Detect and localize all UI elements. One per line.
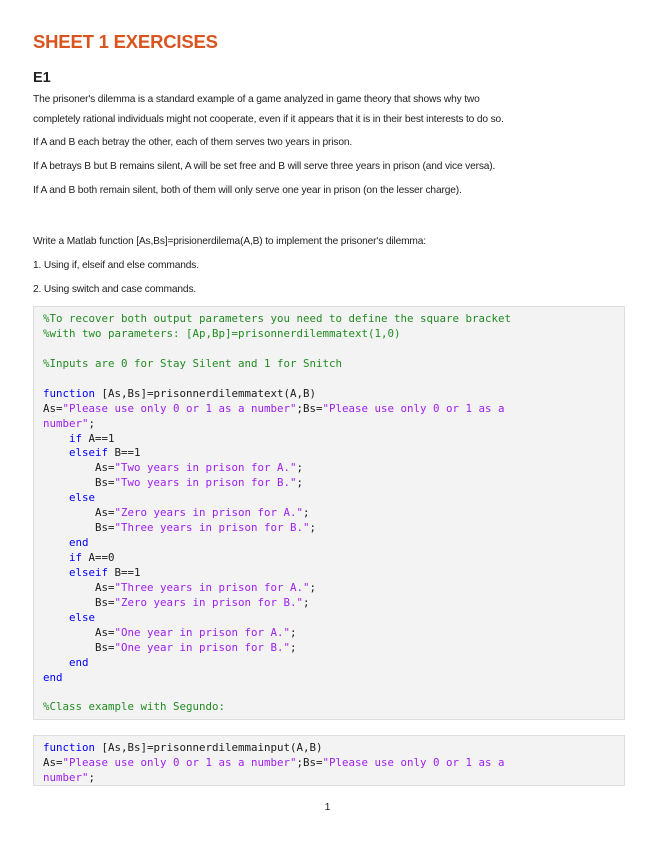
code-line — [43, 461, 624, 476]
code-token: elseif — [69, 565, 109, 579]
code-line — [43, 671, 624, 686]
code-line — [43, 551, 624, 566]
code-line — [43, 387, 624, 402]
code-token: [As,Bs]=prisonnerdilemmatext(A,B) — [95, 386, 317, 400]
code-token — [43, 566, 69, 579]
code-line — [43, 685, 624, 700]
code-line — [43, 357, 624, 372]
code-token — [43, 611, 69, 624]
code-token: As= — [43, 401, 63, 415]
code-token: %To recover both output parameters you need to define the square bracket — [43, 312, 512, 325]
code-token: "Please use only 0 or 1 as a — [322, 755, 505, 769]
code-line — [43, 641, 624, 656]
section-heading: E1 — [33, 70, 51, 86]
code-token: ; — [296, 461, 304, 475]
code-line — [43, 566, 624, 581]
code-token: "Zero years in prison for B." — [114, 595, 304, 609]
code-line — [43, 491, 624, 506]
code-token: if — [69, 551, 83, 564]
code-token: else — [69, 491, 96, 505]
code-token: As= — [43, 755, 63, 769]
code-token: ;Bs= — [296, 401, 323, 415]
code-token: Bs= — [43, 595, 115, 609]
code-token: Bs= — [43, 476, 115, 490]
code-line — [43, 327, 624, 342]
sheet-title: SHEET 1 EXERCISES — [33, 31, 218, 52]
code-line — [43, 741, 624, 756]
paragraph-task: Write a Matlab function [As,Bs]=prisionerdilema(A,B) to implement the prisoner's dilemma: — [33, 236, 426, 247]
code-token: function — [43, 741, 96, 754]
paragraph-both-betray: If A and B each betray the other, each of them serves two years in prison. — [33, 137, 353, 148]
code-token: "Three years in prison for B." — [114, 521, 310, 535]
code-line — [43, 611, 624, 626]
code-line — [43, 521, 624, 536]
code-token: end — [69, 655, 89, 669]
code-token: B==1 — [108, 565, 141, 579]
code-token: end — [69, 536, 89, 550]
paragraph-intro-1: The prisoner's dilemma is a standard example of a game analyzed in game theory that shows why two — [33, 94, 480, 105]
code-token: "Please use only 0 or 1 as a number" — [62, 755, 297, 769]
code-token: "Three years in prison for A." — [114, 580, 310, 594]
code-token: ; — [303, 506, 310, 520]
code-line — [43, 506, 624, 521]
code-token — [43, 551, 69, 564]
code-line — [43, 700, 624, 715]
paragraph-both-silent: If A and B both remain silent, both of them will only serve one year in prison (on the lesser charge). — [33, 185, 462, 196]
code-line — [43, 626, 624, 641]
list-item-switch-case: 2. Using switch and case commands. — [33, 284, 197, 295]
code-token: number" — [43, 770, 89, 784]
code-line — [43, 771, 624, 786]
code-token: A==1 — [82, 431, 115, 445]
code-line — [43, 581, 624, 596]
code-token: ; — [309, 580, 317, 594]
code-token: %Class example with Segundo: — [43, 700, 226, 714]
paragraph-intro-2: completely rational individuals might not cooperate, even if it appears that it is in their best interests to do so. — [33, 114, 504, 125]
code-token: ; — [309, 521, 317, 535]
code-token: ; — [290, 625, 297, 639]
code-token: else — [69, 610, 96, 624]
code-token: ; — [88, 416, 96, 430]
code-line — [43, 402, 624, 417]
code-token: "Two years in prison for A." — [114, 461, 297, 475]
code-line — [43, 476, 624, 491]
code-token: Bs= — [43, 640, 115, 654]
code-block-input — [33, 735, 625, 786]
code-token: As= — [43, 580, 115, 594]
code-line — [43, 372, 624, 387]
code-line — [43, 536, 624, 551]
code-token: [As,Bs]=prisonnerdilemmainput(A,B) — [95, 741, 323, 754]
code-token: elseif — [69, 446, 109, 460]
code-token: function — [43, 386, 96, 400]
code-line — [43, 432, 624, 447]
code-token: ; — [296, 476, 304, 490]
code-token — [43, 536, 69, 549]
code-token — [43, 446, 69, 459]
code-token: As= — [43, 506, 115, 520]
code-token: "Please use only 0 or 1 as a — [322, 401, 505, 415]
code-token: B==1 — [108, 446, 141, 460]
code-token: %Inputs are 0 for Stay Silent and 1 for Snitch — [43, 356, 343, 370]
paragraph-one-betrays: If A betrays B but B remains silent, A will be set free and B will serve three years in prison (and vice versa). — [33, 161, 496, 172]
code-token: ; — [303, 595, 310, 609]
code-line — [43, 446, 624, 461]
code-token: As= — [43, 625, 115, 639]
code-token: As= — [43, 461, 115, 475]
code-token: "One year in prison for A." — [114, 625, 291, 639]
code-token: if — [69, 431, 83, 445]
list-item-if-elseif: 1. Using if, elseif and else commands. — [33, 260, 199, 271]
code-token: end — [43, 670, 63, 684]
code-line — [43, 312, 624, 327]
code-token: "Zero years in prison for A." — [114, 506, 304, 520]
code-token: %with two parameters: [Ap,Bp]=prisonnerdilemmatext(1,0) — [43, 326, 401, 340]
code-token: ; — [88, 770, 96, 784]
code-line — [43, 417, 624, 432]
code-line — [43, 756, 624, 771]
code-token: ; — [290, 640, 297, 654]
code-token: number" — [43, 416, 89, 430]
code-token: "Two years in prison for B." — [114, 476, 297, 490]
code-line — [43, 656, 624, 671]
code-token — [43, 432, 69, 445]
code-token — [43, 491, 69, 504]
code-token: Bs= — [43, 521, 115, 535]
code-line — [43, 342, 624, 357]
code-token: "One year in prison for B." — [114, 640, 291, 654]
code-line — [43, 596, 624, 611]
code-block-if-elseif — [33, 306, 625, 720]
code-token — [43, 656, 69, 669]
page-number: 1 — [324, 801, 331, 813]
code-token: A==0 — [82, 551, 115, 564]
code-token: ;Bs= — [296, 755, 323, 769]
code-token: "Please use only 0 or 1 as a number" — [62, 401, 297, 415]
